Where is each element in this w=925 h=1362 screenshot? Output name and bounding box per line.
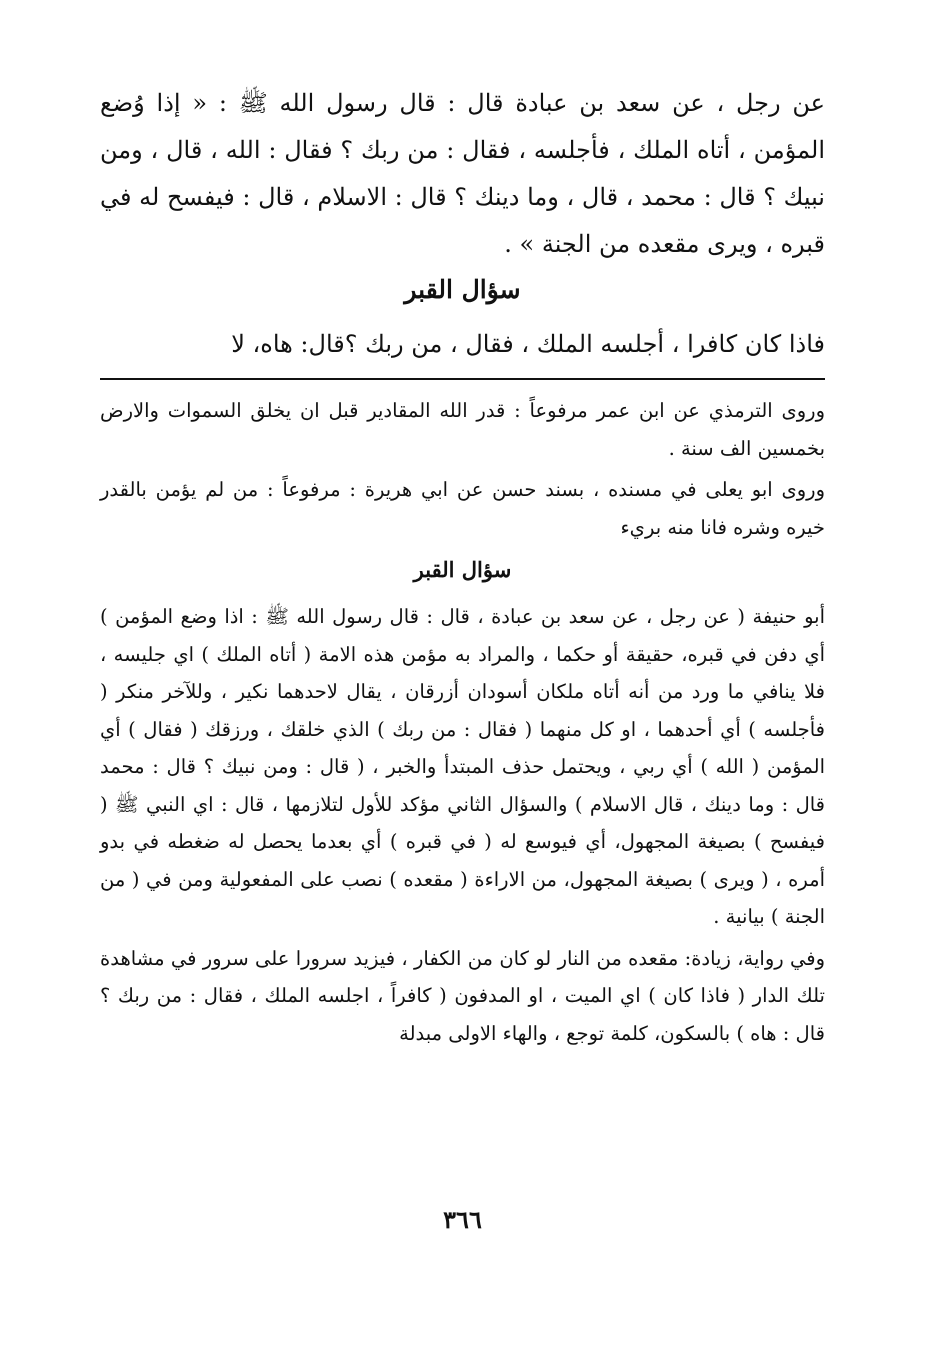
- section-heading: سؤال القبر: [404, 275, 521, 304]
- page-number: ٣٦٦: [443, 1205, 482, 1234]
- commentary-note: وروى الترمذي عن ابن عمر مرفوعاً : قدر الله المقادير قبل ان يخلق السموات والارض بخمسين الف سنة .: [100, 399, 825, 460]
- commentary: [100, 392, 825, 1052]
- commentary-paragraph: أبو حنيفة ( عن رجل ، عن سعد بن عبادة ، قال : قال رسول الله ﷺ : اذا وضع المؤمن ) أي دفن في قبره، حقيقة أو حكما ، والمراد به مؤمن هذه الامة ( أتاه الملك ) اي جليسه ، فلا ينافي ما ورد من أنه أتاه ملكان أسودان أزرقان ، يقال لاحدهما نكير ، وللآخر منكر ( فأجلسه ) أي أحدهما ، او كل منهما ( فقال : من ربك ) الذي خلقك ، ورزقك ( فقال ) أي المؤمن ( الله ) أي ربي ، ويحتمل حذف المبتدأ والخبر ، ( قال : ومن نبيك ؟ قال : محمد قال : وما دينك ، قال الاسلام ) والسؤال الثاني مؤكد للأول لتلازمها ، قال : اي النبي ﷺ ( فيفسح ) بصيغة المجهول، أي فيوسع له ( في قبره ) أي بعدما يحصل له ضغطه في بدو أمره ، ( ويرى ) بصيغة المجهول، من الاراءة ( مقعده ) نصب على المفعولية ومن في ( من الجنة ) بيانية .: [100, 605, 825, 928]
- commentary-heading: سؤال القبر: [413, 557, 512, 582]
- commentary-note: وروى ابو يعلى في مسنده ، بسند حسن عن ابي هريرة : مرفوعاً : من لم يؤمن بالقدر خيره وشره فانا منه بريء: [100, 478, 825, 539]
- main-text: [100, 80, 825, 268]
- main-paragraph: عن رجل ، عن سعد بن عبادة قال : قال رسول الله ﷺ : « إذا وُضع المؤمن ، أتاه الملك ، فأجلسه ، فقال : من ربك ؟ فقال : الله ، قال ، ومن نبيك ؟ قال : محمد ، قال ، وما دينك ؟ قال : الاسلام ، قال : فيفسح له في قبره ، ويرى مقعده من الجنة » .: [100, 89, 825, 258]
- divider-line: [100, 378, 825, 380]
- page-content: [100, 80, 825, 1056]
- main-paragraph-continued: فاذا كان كافرا ، أجلسه الملك ، فقال ، من ربك ؟قال: هاه، لا: [231, 330, 825, 358]
- commentary-paragraph: وفي رواية، زيادة: مقعده من النار لو كان من الكفار ، فيزيد سرورا على سرور في مشاهدة تلك الدار ( فاذا كان ) اي الميت ، او المدفون ( كافراً ، اجلسه الملك ، فقال : من ربك ؟ قال : هاه ) بالسكون، كلمة توجع ، والهاء الاولى مبدلة: [100, 946, 825, 1045]
